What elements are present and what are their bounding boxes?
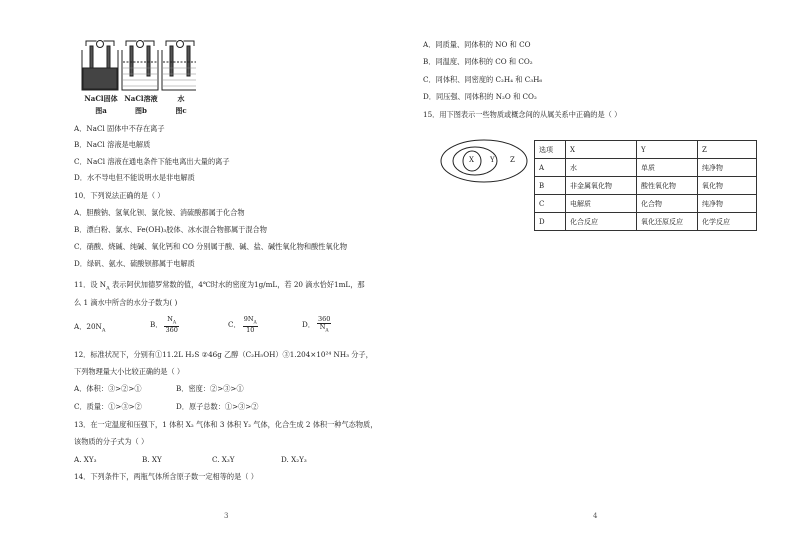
diagram-label-x: X (469, 156, 474, 164)
table-cell: 纯净物 (698, 195, 757, 213)
table-header-cell: Y (637, 141, 698, 159)
q13-option-a: A. XY₃ (74, 455, 97, 464)
q11-option-d: D． $\frac{360}{N_A}$ (302, 315, 331, 334)
q10-option-c: C．硝酸、烧碱、纯碱、氧化钙和 CO 分别属于酸、碱、盐、碱性氧化物和酸性氧化物 (74, 242, 348, 251)
q10-option-d: D．绿矾、氨水、硫酸钡都属于电解质 (74, 259, 195, 268)
q13-option-b: B. XY (142, 455, 162, 464)
fig-a-label-top: NaCl固体 (84, 94, 118, 103)
diagram-label-y: Y (490, 156, 495, 164)
beaker-b (122, 41, 158, 91)
q14-stem: 14．下列条件下，两瓶气体所含原子数一定相等的是（ ） (74, 472, 258, 481)
table-cell: A (535, 159, 566, 177)
page-right (397, 0, 794, 550)
q10-stem: 10．下列说法正确的是（ ） (74, 191, 165, 200)
q12-stem-line2: 下列物理量大小比较正确的是（ ） (74, 367, 185, 376)
q12-option-b: B．密度：②>③>① (176, 384, 244, 393)
table-cell: 非金属氧化物 (566, 177, 637, 195)
fig-c-label-top: 水 (177, 94, 185, 103)
q12-stem-line1: 12．标准状况下，分别有①11.2L H₂S ②46g 乙醇（C₂H₅OH）③1.204×10²⁴ NH₃ 分子， (74, 350, 373, 359)
table-cell: C (535, 195, 566, 213)
page-number-right: 4 (593, 512, 598, 520)
table-header-cell: Z (698, 141, 757, 159)
table-row (535, 213, 757, 231)
q14-option-d: D．同压强、同体积的 N₂O 和 CO₂ (423, 92, 537, 101)
table-cell: 化合反应 (566, 213, 637, 231)
q11-stem-line2: 么 1 滴水中所含的水分子数为( ) (74, 298, 178, 307)
classification-table (534, 140, 757, 231)
table-cell: 水 (566, 159, 637, 177)
q14-option-a: A．同质量、同体积的 NO 和 CO (423, 40, 531, 49)
table-cell: 化合物 (637, 195, 698, 213)
fig-b-label-bottom: 图b (135, 106, 147, 115)
q14-option-c: C．同体积、同密度的 C₂H₄ 和 C₃H₆ (423, 75, 543, 84)
table-cell: D (535, 213, 566, 231)
q11-option-a: A．$20N_A$ (74, 322, 106, 334)
diagram-label-z: Z (510, 156, 515, 164)
table-header-row (535, 141, 757, 159)
q10-option-b: B．漂白粉、氯水、Fe(OH)₃胶体、冰水混合物都属于混合物 (74, 225, 267, 234)
q14-option-b: B．同温度、同体积的 CO 和 CO₂ (423, 57, 533, 66)
table-cell: 酸性氧化物 (637, 177, 698, 195)
q10-option-a: A．胆酸钠、氢氧化钡、氯化铵、消硫酸都属于化合物 (74, 208, 245, 217)
fig-b-label-top: NaCl溶液 (124, 94, 158, 103)
q12-option-a: A．体积：③>②>① (74, 384, 142, 393)
fig-c-label-bottom: 图c (175, 106, 187, 115)
fig-a-label-bottom: 图a (95, 106, 107, 115)
q12-option-d: D．原子总数：①>③>② (176, 402, 259, 411)
q9-option-c: C．NaCl 溶液在通电条件下能电离出大量的离子 (74, 157, 230, 166)
q11-stem-line1: 11．设 $N_A$ 表示阿伏加德罗常数的值，4℃时水的密度为1g/mL，若 20 滴水恰好1mL，那 (74, 280, 365, 292)
q9-option-d: D．水不导电但不能说明水是非电解质 (74, 173, 195, 182)
q15-stem: 15．用下图表示一些物质或概念间的从属关系中正确的是（ ） (423, 110, 622, 119)
table-cell: 氧化物 (698, 177, 757, 195)
table-row (535, 177, 757, 195)
q11-option-b: B． $\frac{N_A}{360}$ (150, 315, 178, 335)
q9-option-a: A．NaCl 固体中不存在离子 (74, 124, 165, 133)
table-row (535, 195, 757, 213)
q13-stem-line2: 该物质的分子式为（ ） (74, 437, 149, 446)
page-number-left: 3 (224, 512, 229, 520)
q13-option-c: C. X₃Y (212, 455, 235, 464)
nested-set-diagram (439, 137, 529, 185)
table-header-cell: X (566, 141, 637, 159)
conductivity-apparatus-figure (76, 38, 196, 94)
table-cell: 单质 (637, 159, 698, 177)
beaker-c (162, 41, 196, 91)
q9-option-b: B．NaCl 溶液是电解质 (74, 140, 151, 149)
q12-option-c: C．质量：①>③>② (74, 402, 142, 411)
beaker-a (82, 41, 118, 91)
table-cell: 纯净物 (698, 159, 757, 177)
table-row (535, 159, 757, 177)
table-header-cell: 选项 (535, 141, 566, 159)
q13-option-d: D. X₂Y₃ (281, 455, 307, 464)
table-cell: 电解质 (566, 195, 637, 213)
table-cell: B (535, 177, 566, 195)
q13-stem-line1: 13．在一定温度和压强下，1 体积 X₂ 气体和 3 体积 Y₂ 气体，化合生成 2 体积一种气态物质， (74, 420, 378, 429)
q11-option-c: C． $\frac{9N_A}{10}$ (228, 315, 257, 335)
table-cell: 化学反应 (698, 213, 757, 231)
table-cell: 氧化还原反应 (637, 213, 698, 231)
